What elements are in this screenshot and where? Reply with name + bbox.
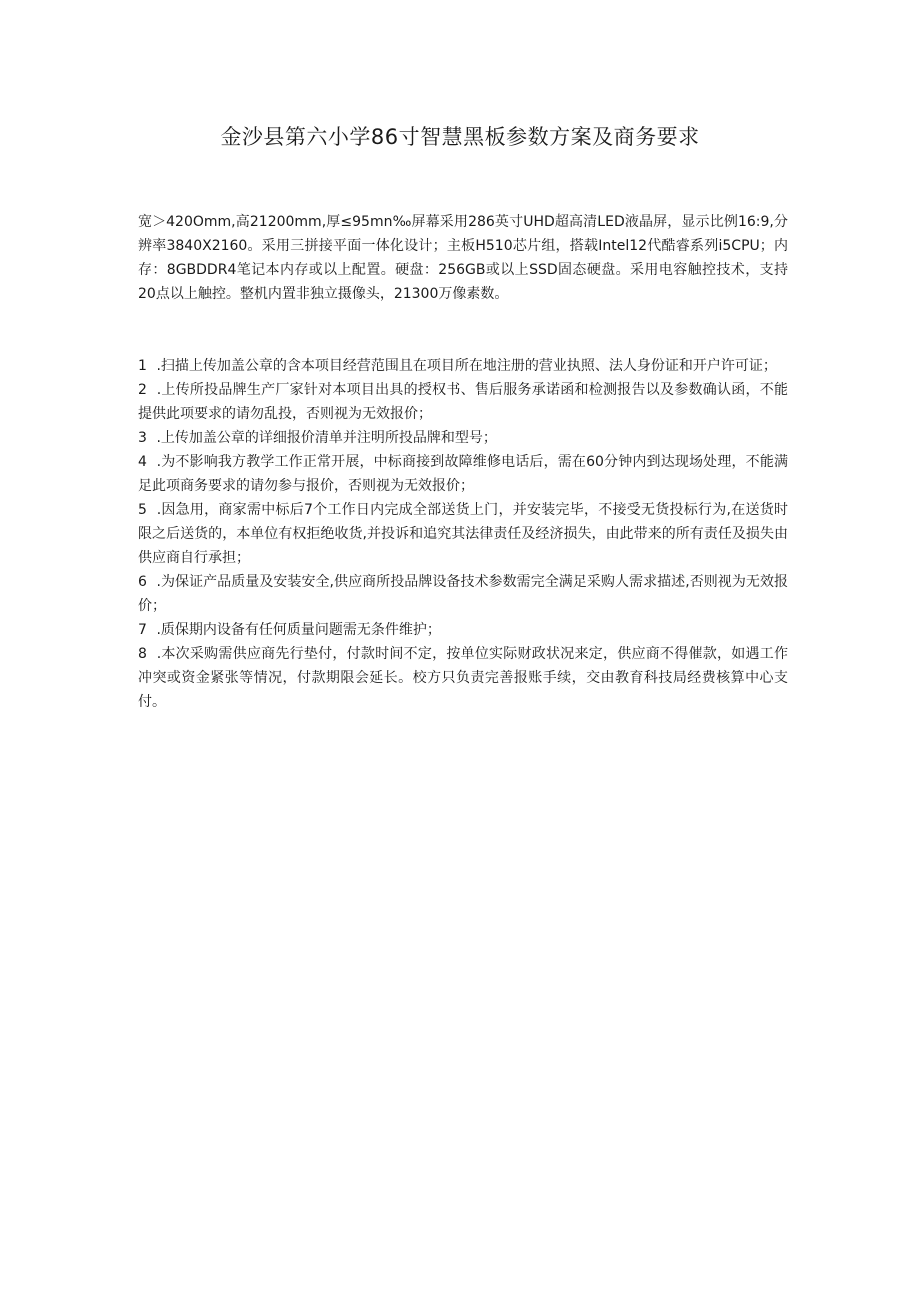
list-item [138,426,788,450]
term-text: .为保证产品质量及安装安全,供应商所投品牌设备技术参数需完全满足采购人需求描述,否则视为无效报价； [138,574,788,614]
term-text: .为不影响我方教学工作正常开展，中标商接到故障维修电话后，需在60分钟内到达现场处理，不能满足此项商务要求的请勿参与报价，否则视为无效报价； [138,454,788,494]
term-text: .本次采购需供应商先行垫付，付款时间不定，按单位实际财政状况来定，供应商不得催款，如遇工作冲突或资金紧张等情况，付款期限会延长。校方只负责完善报账手续，交由教育科技局经费核算中心支付。 [138,646,788,710]
term-text: .因急用，商家需中标后7个工作日内完成全部送货上门，并安装完毕，不接受无货投标行为,在送货时限之后送货的，本单位有权拒绝收货,并投诉和追究其法律责任及经济损失，由此带来的所有责任及损失由供应商自行承担； [138,502,788,566]
term-number: 8 [138,646,147,662]
list-item [138,378,788,426]
term-text: .上传加盖公章的详细报价清单并注明所投品牌和型号； [152,430,497,446]
list-item [138,642,788,714]
term-number: 3 [138,430,147,446]
list-item [138,450,788,498]
term-text: .上传所投品牌生产厂家针对本项目出具的授权书、售后服务承诺函和检测报告以及参数确认函，不能提供此项要求的请勿乱投，否则视为无效报价； [138,382,788,422]
spec-paragraph: 宽＞420Omm,高21200mm,厚≤95mn‰屏幕采用286英寸UHD超高清LED液晶屏，显示比例16:9,分辨率3840X2160。采用三拼接平面一体化设计；主板H510芯片组，搭载Intel12代酷睿系列i5CPU；内存：8GBDDR4笔记本内存或以上配置。硬盘：256GB或以上SSD固态硬盘。采用电容触控技术，支持20点以上触控。整机内置非独立摄像头，21300万像素数。 [138,214,788,302]
term-text: .质保期内设备有任何质量问题需无条件维护； [152,622,441,638]
term-number: 7 [138,622,147,638]
term-number: 5 [138,502,147,518]
document-title: 金沙县第六小学86寸智慧黑板参数方案及商务要求 [220,125,700,149]
term-text: .扫描上传加盖公章的含本项目经营范围且在项目所在地注册的营业执照、法人身份证和开户许可证； [152,358,777,374]
term-number: 2 [138,382,147,398]
business-terms-list [138,354,788,714]
term-number: 1 [138,358,147,374]
list-item [138,354,788,378]
list-item [138,570,788,618]
list-item [138,618,788,642]
term-number: 4 [138,454,147,470]
term-number: 6 [138,574,147,590]
list-item [138,498,788,570]
